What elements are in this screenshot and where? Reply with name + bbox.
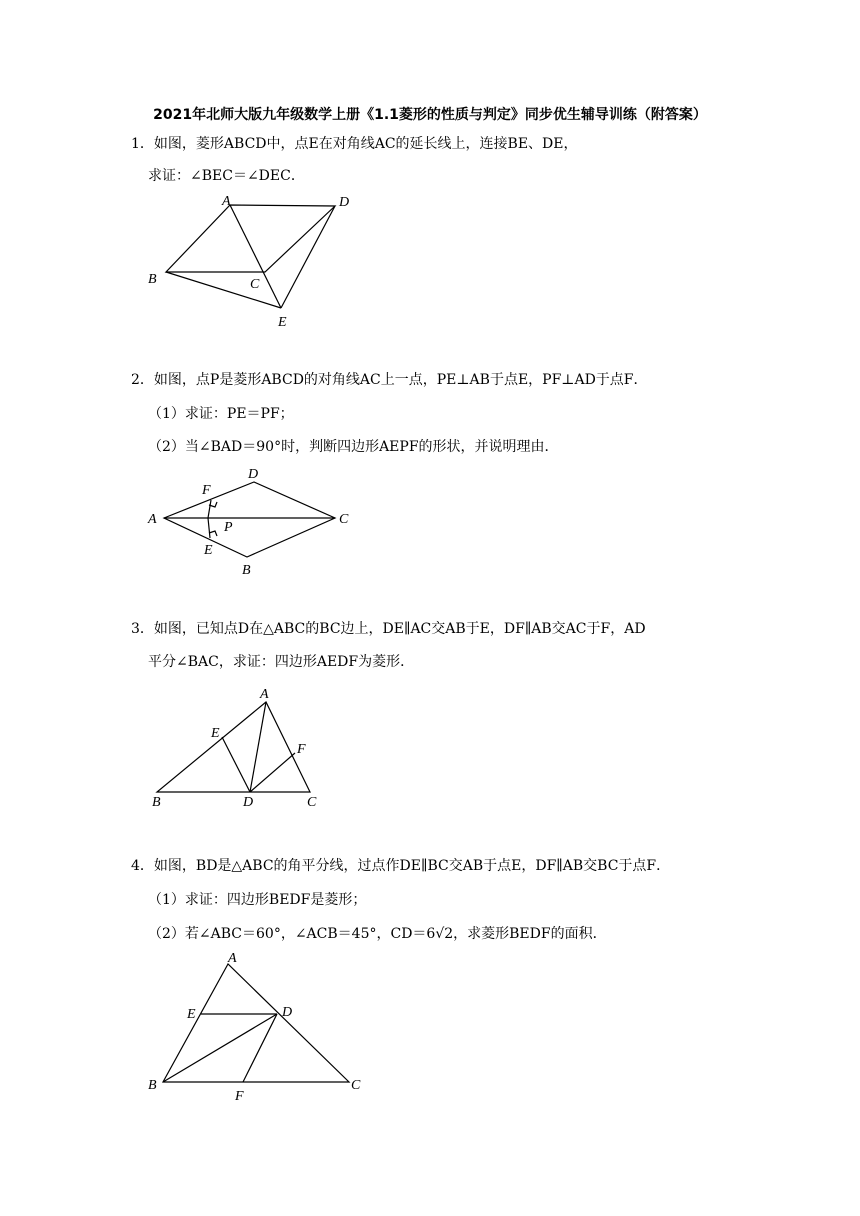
label-f: F <box>202 483 211 498</box>
label-e: E <box>278 315 287 330</box>
problem-3-continuation: 平分∠BAC，求证：四边形AEDF为菱形． <box>148 654 415 670</box>
label-a: A <box>260 687 269 702</box>
segment-de <box>281 206 335 308</box>
label-e: E <box>187 1007 196 1022</box>
label-e: E <box>204 543 213 558</box>
label-c: C <box>339 512 349 527</box>
document-title: 2021年北师大版九年级数学上册《1.1菱形的性质与判定》同步优生辅导训练（附答案） <box>153 107 707 123</box>
label-c: C <box>307 795 317 810</box>
label-d: D <box>248 467 259 482</box>
problem-4-part-1: （1）求证：四边形BEDF是菱形； <box>148 892 367 908</box>
triangle-abc <box>157 702 310 792</box>
label-e: E <box>211 726 220 741</box>
label-a: A <box>222 194 231 209</box>
rhombus-abcd <box>164 482 335 557</box>
triangle-abc <box>163 964 349 1082</box>
label-c: C <box>351 1078 361 1093</box>
diagonal-ae <box>230 205 281 308</box>
label-d: D <box>243 795 254 810</box>
problem-2-part-2: （2）当∠BAD＝90°时，判断四边形AEPF的形状，并说明理由． <box>148 439 559 455</box>
label-c: C <box>250 277 260 292</box>
label-p: P <box>224 520 233 535</box>
label-b: B <box>152 795 161 810</box>
problem-4-statement: 4．如图，BD是△ABC的角平分线，过点作DE∥BC交AB于点E，DF∥AB交BC于点F． <box>131 858 671 874</box>
label-f: F <box>297 742 306 757</box>
figure-4-triangle <box>140 948 380 1108</box>
segment-fd <box>250 753 295 792</box>
label-b: B <box>148 1078 157 1093</box>
problem-4-part-2: （2）若∠ABC＝60°，∠ACB＝45°，CD＝6√2，求菱形BEDF的面积． <box>148 926 607 942</box>
problem-3-statement: 3．如图，已知点D在△ABC的BC边上，DE∥AC交AB于E，DF∥AB交AC于F，AD <box>131 621 646 637</box>
perpendicular-pf <box>208 500 211 518</box>
label-a: A <box>148 512 157 527</box>
label-a: A <box>228 951 237 966</box>
label-b: B <box>242 563 251 578</box>
rhombus-abcd <box>166 205 335 272</box>
problem-1-prove: 求证：∠BEC＝∠DEC． <box>148 168 305 184</box>
segment-ed <box>222 737 250 792</box>
figure-2-rhombus <box>140 462 370 580</box>
label-d: D <box>282 1005 293 1020</box>
label-b: B <box>148 272 157 287</box>
problem-2-part-1: （1）求证：PE＝PF； <box>148 406 294 422</box>
problem-1-statement: 1．如图，菱形ABCD中，点E在对角线AC的延长线上，连接BE、DE， <box>131 136 578 152</box>
segment-ad <box>250 702 266 792</box>
figure-3-triangle <box>140 680 340 810</box>
perpendicular-pe <box>208 518 210 538</box>
figure-1-rhombus <box>140 188 370 334</box>
label-d: D <box>339 195 350 210</box>
problem-2-statement: 2．如图，点P是菱形ABCD的对角线AC上一点，PE⊥AB于点E，PF⊥AD于点F． <box>131 372 648 388</box>
label-f: F <box>235 1089 244 1104</box>
segment-be <box>166 272 281 308</box>
